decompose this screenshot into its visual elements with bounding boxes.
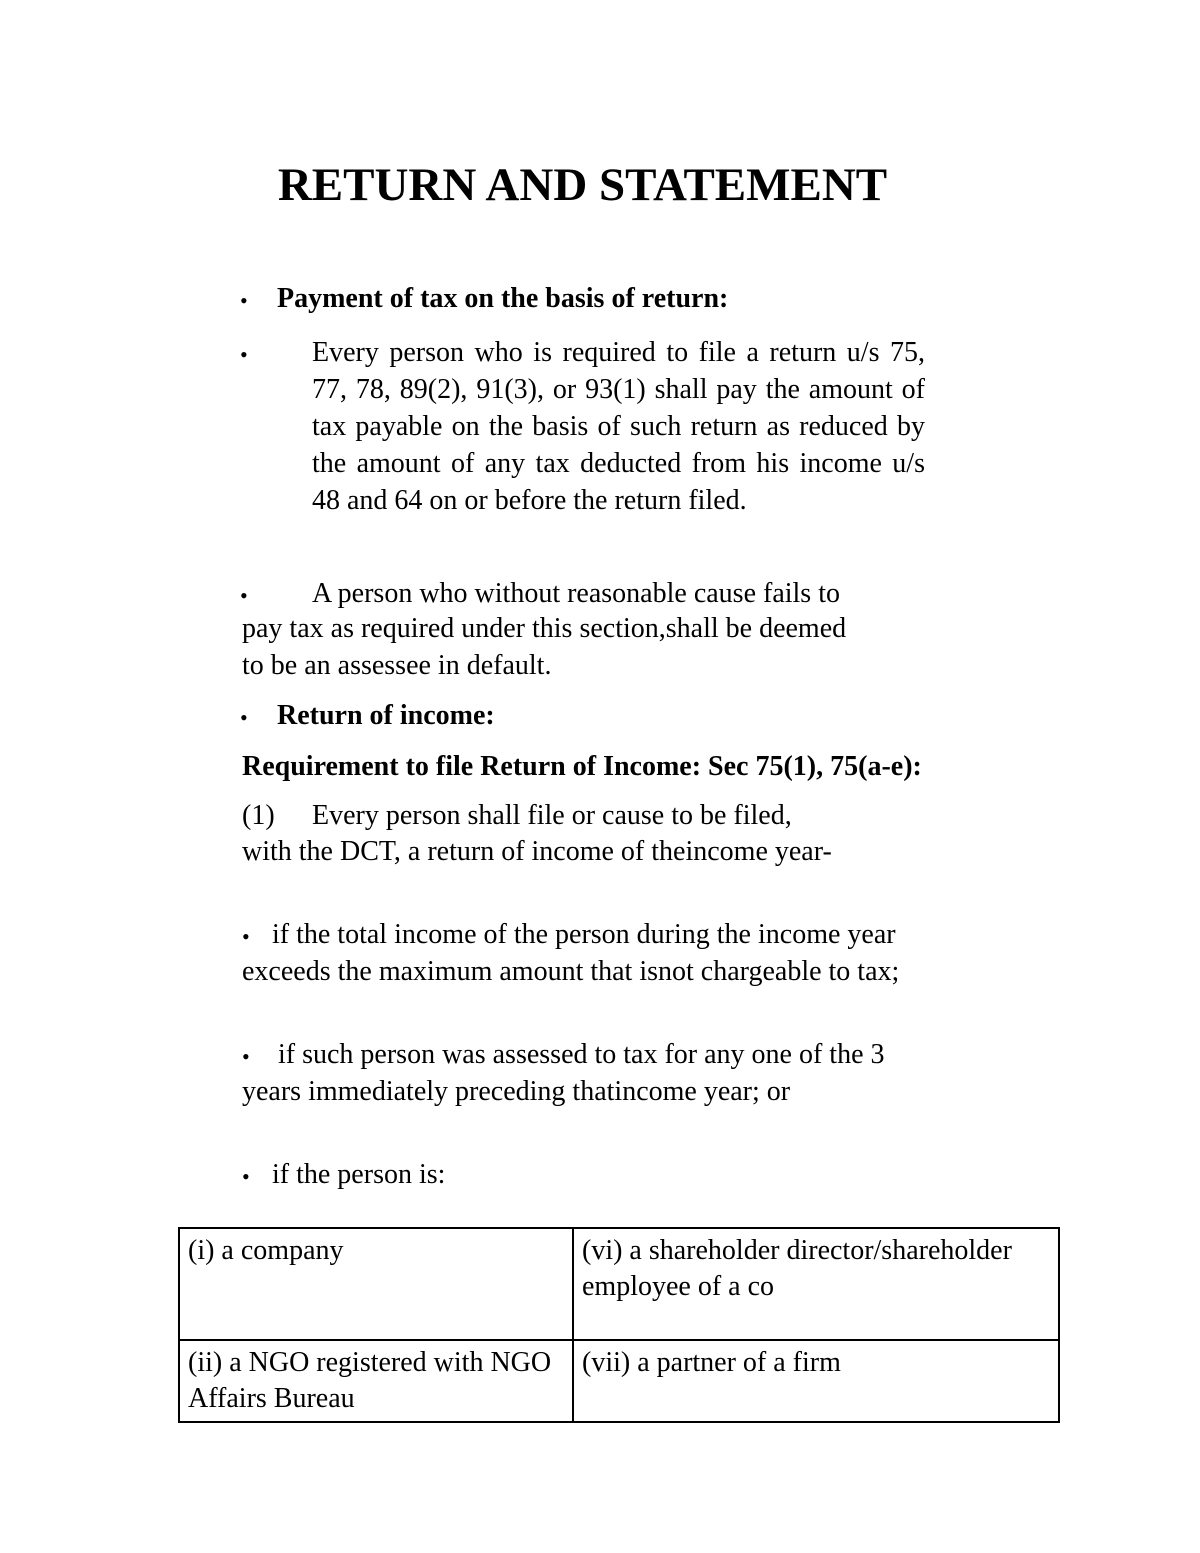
paragraph-default-rest: pay tax as required under this section,shall be deemed to be an assessee in default. <box>242 613 847 681</box>
paragraph-default-first-line: A person who without reasonable cause fails to <box>312 578 840 609</box>
bullet-glyph: • <box>242 924 250 949</box>
clause-number: (1) <box>242 800 275 831</box>
bullet-glyph: • <box>240 583 248 608</box>
requirement-heading: Requirement to file Return of Income: Sec 75(1), 75(a-e): <box>242 751 922 782</box>
table-row <box>179 1228 1059 1340</box>
document-title: RETURN AND STATEMENT <box>277 159 888 211</box>
bullet-glyph: • <box>242 1164 250 1189</box>
person-types-table <box>178 1227 1060 1423</box>
condition-income-exceeds: if the total income of the person during the income year exceeds the maximum amount that isnot chargeable to tax; <box>242 919 900 987</box>
paragraph-tax-payment: Every person who is required to file a return u/s 75, 77, 78, 89(2), 91(3), or 93(1) shall pay the amount of tax payable on the basis of such return as reduced by the amount of any tax deducted from his income u/s 48 and 64 on or before the return filed. <box>312 337 925 516</box>
table-cell: (vi) a shareholder director/shareholder employee of a co <box>573 1228 1059 1340</box>
bullet-glyph: • <box>242 1044 250 1069</box>
clause-rest: with the DCT, a return of income of theincome year- <box>242 836 832 867</box>
return-of-income-heading: Return of income: <box>277 700 495 731</box>
bullet-glyph: • <box>240 288 248 313</box>
condition-person-is: if the person is: <box>272 1159 446 1190</box>
bullet-glyph: • <box>240 705 248 730</box>
clause-first-line: Every person shall file or cause to be filed, <box>312 800 792 831</box>
table-cell: (vii) a partner of a firm <box>573 1340 1059 1422</box>
table-row <box>179 1340 1059 1422</box>
condition-previously-assessed: if such person was assessed to tax for any one of the 3 years immediately preceding thatincome year; or <box>242 1039 885 1107</box>
table-cell: (i) a company <box>179 1228 573 1340</box>
payment-heading: Payment of tax on the basis of return: <box>277 283 729 314</box>
table-cell: (ii) a NGO registered with NGO Affairs Bureau <box>179 1340 573 1422</box>
bullet-glyph: • <box>240 342 248 367</box>
